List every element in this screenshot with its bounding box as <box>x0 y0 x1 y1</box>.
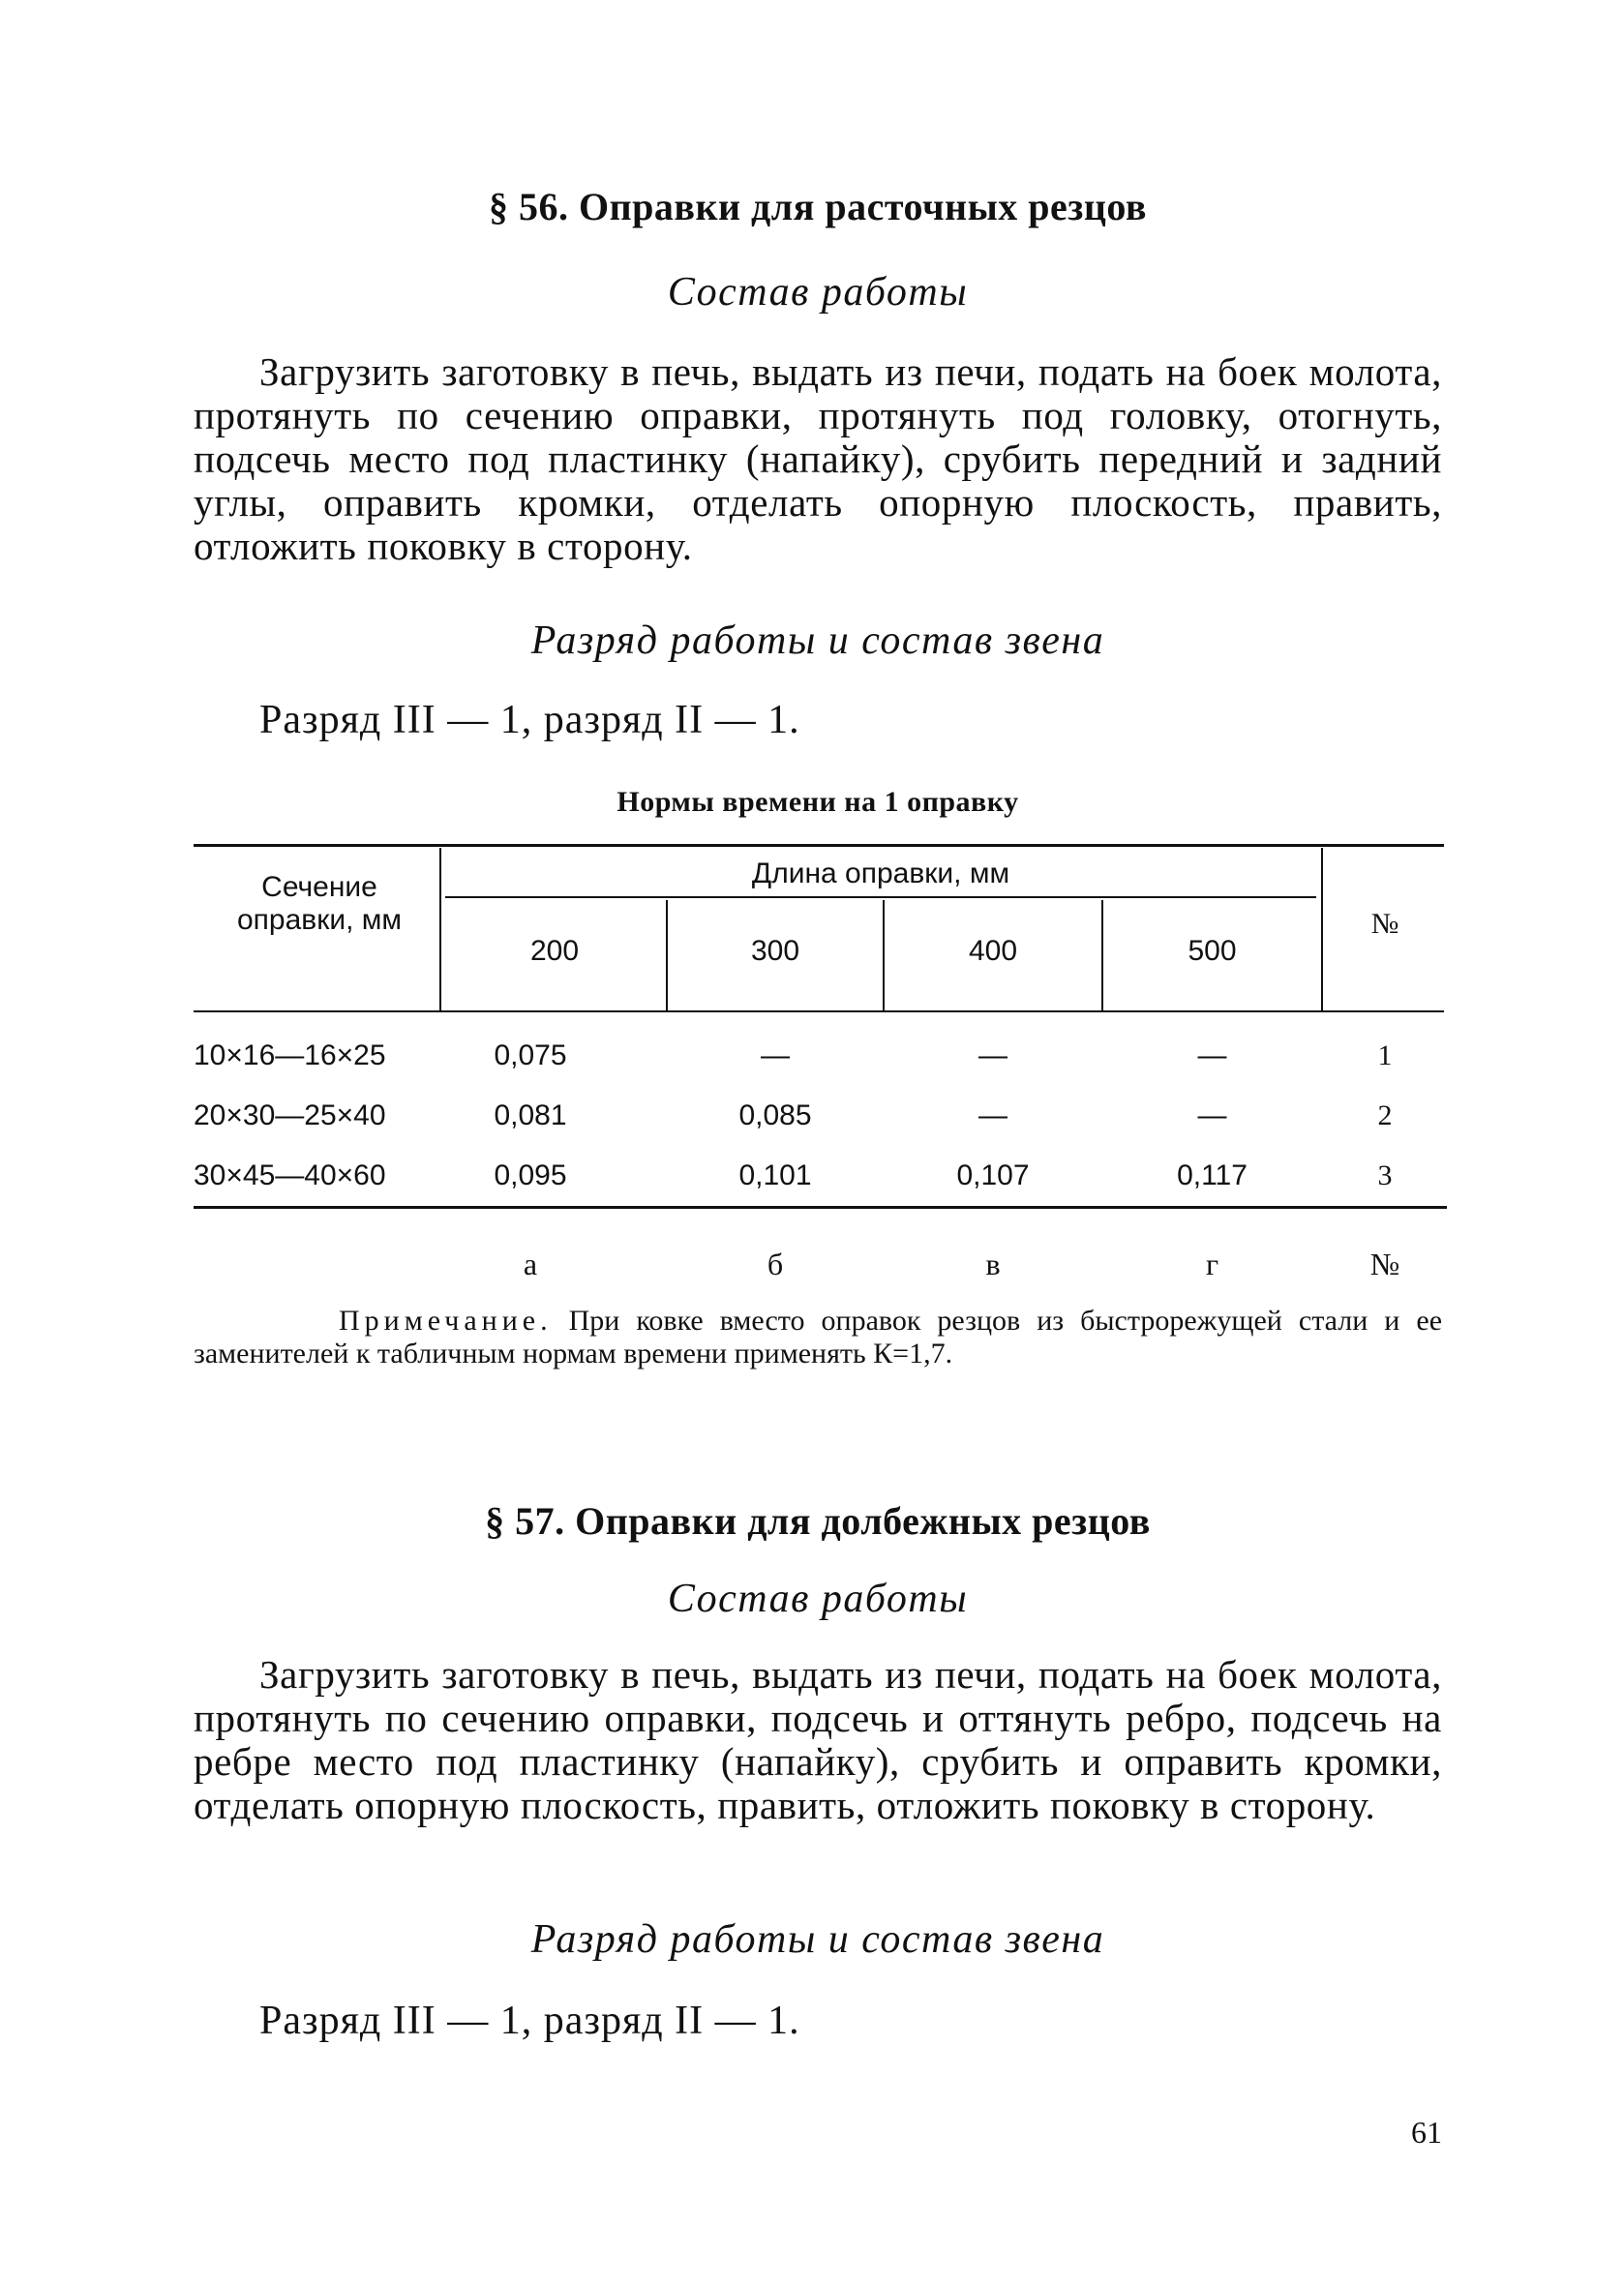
row-1-value-400: — <box>978 1039 1007 1071</box>
column-letter-g: г <box>1205 1247 1219 1281</box>
table-note-paragraph <box>194 1305 1442 1370</box>
number-column-header: № <box>1370 908 1399 940</box>
row-1-number: 1 <box>1377 1039 1393 1071</box>
row-2-value-200: 0,081 <box>494 1099 567 1131</box>
note-label: Примечание. <box>339 1305 553 1337</box>
length-column-500: 500 <box>1188 935 1237 967</box>
row-1-value-300: — <box>761 1039 790 1071</box>
row-3-value-300: 0,101 <box>738 1159 812 1191</box>
footer-number-label: № <box>1369 1247 1400 1281</box>
section-column-header: Сечение оправки, мм <box>236 871 403 936</box>
length-column-header: Длина оправки, мм <box>751 858 1010 889</box>
note-text: При ковке вместо оправок резцов из быстрорежущей стали и ее заменителей к табличным нормам времени применять К=1,7. <box>194 1305 1443 1369</box>
table-bottom-rule <box>194 1206 1447 1209</box>
table-note <box>194 1305 1442 1370</box>
column-letter-a: а <box>523 1247 538 1281</box>
section-57-composition-text <box>194 1653 1442 1827</box>
section-57-composition-heading: Состав работы <box>667 1577 969 1621</box>
time-norms-table <box>194 838 1447 1225</box>
row-1-value-500: — <box>1197 1039 1227 1071</box>
row-3-section: 30×45—40×60 <box>194 1159 386 1191</box>
row-2-number: 2 <box>1377 1099 1393 1131</box>
table-top-rule <box>194 844 1444 847</box>
row-2-value-300: 0,085 <box>738 1099 812 1131</box>
row-3-number: 3 <box>1377 1159 1393 1191</box>
row-3-value-400: 0,107 <box>956 1159 1030 1191</box>
section-57-heading: § 57. Оправки для долбежных резцов <box>485 1499 1151 1543</box>
section-56-heading: § 56. Оправки для расточных резцов <box>488 185 1148 228</box>
section-56-grade-text: Разряд III — 1, разряд II — 1. <box>259 698 800 742</box>
section-57-grade-heading: Разряд работы и состав звена <box>530 1917 1105 1962</box>
row-2-section: 20×30—25×40 <box>194 1099 386 1131</box>
section-56-grade-heading: Разряд работы и состав звена <box>530 618 1105 663</box>
section-column-divider <box>439 848 441 1010</box>
section-57-grade-text: Разряд III — 1, разряд II — 1. <box>259 1999 800 2043</box>
page-number: 61 <box>1411 2115 1442 2150</box>
length-column-400: 400 <box>968 935 1018 967</box>
length-column-200: 200 <box>529 935 580 967</box>
section-56-composition-heading: Состав работы <box>667 270 969 315</box>
table-title: Нормы времени на 1 оправку <box>617 786 1019 818</box>
row-3-value-200: 0,095 <box>494 1159 567 1191</box>
column-letter-b: б <box>767 1247 784 1281</box>
section-56-composition-paragraph: Загрузить заготовку в печь, выдать из печи, подать на боек молота, протянуть по сечению оправки, протянуть под головку, отогнуть, подсечь место под пластинку (напайку), срубить передний и задний углы, оправить кромки, отделать опорную плоскость, править, отложить поковку в сторону. <box>194 349 1442 568</box>
row-1-value-200: 0,075 <box>494 1039 567 1071</box>
header-bottom-rule <box>194 1010 1444 1012</box>
column-letter-v: в <box>985 1247 1001 1281</box>
row-3-value-500: 0,117 <box>1177 1159 1248 1191</box>
row-2-value-500: — <box>1197 1099 1227 1131</box>
length-header-underline <box>445 896 1316 898</box>
row-2-value-400: — <box>978 1099 1007 1131</box>
length-column-300: 300 <box>750 935 800 967</box>
section-57-composition-paragraph: Загрузить заготовку в печь, выдать из печи, подать на боек молота, протянуть по сечению оправки, подсечь и оттянуть ребро, подсечь на ребре место под пластинку (напайку), срубить и оправить кромки, отделать опорную плоскость, править, отложить поковку в сторону. <box>194 1652 1442 1827</box>
row-1-section: 10×16—16×25 <box>194 1039 386 1071</box>
section-56-composition-text <box>194 350 1442 568</box>
